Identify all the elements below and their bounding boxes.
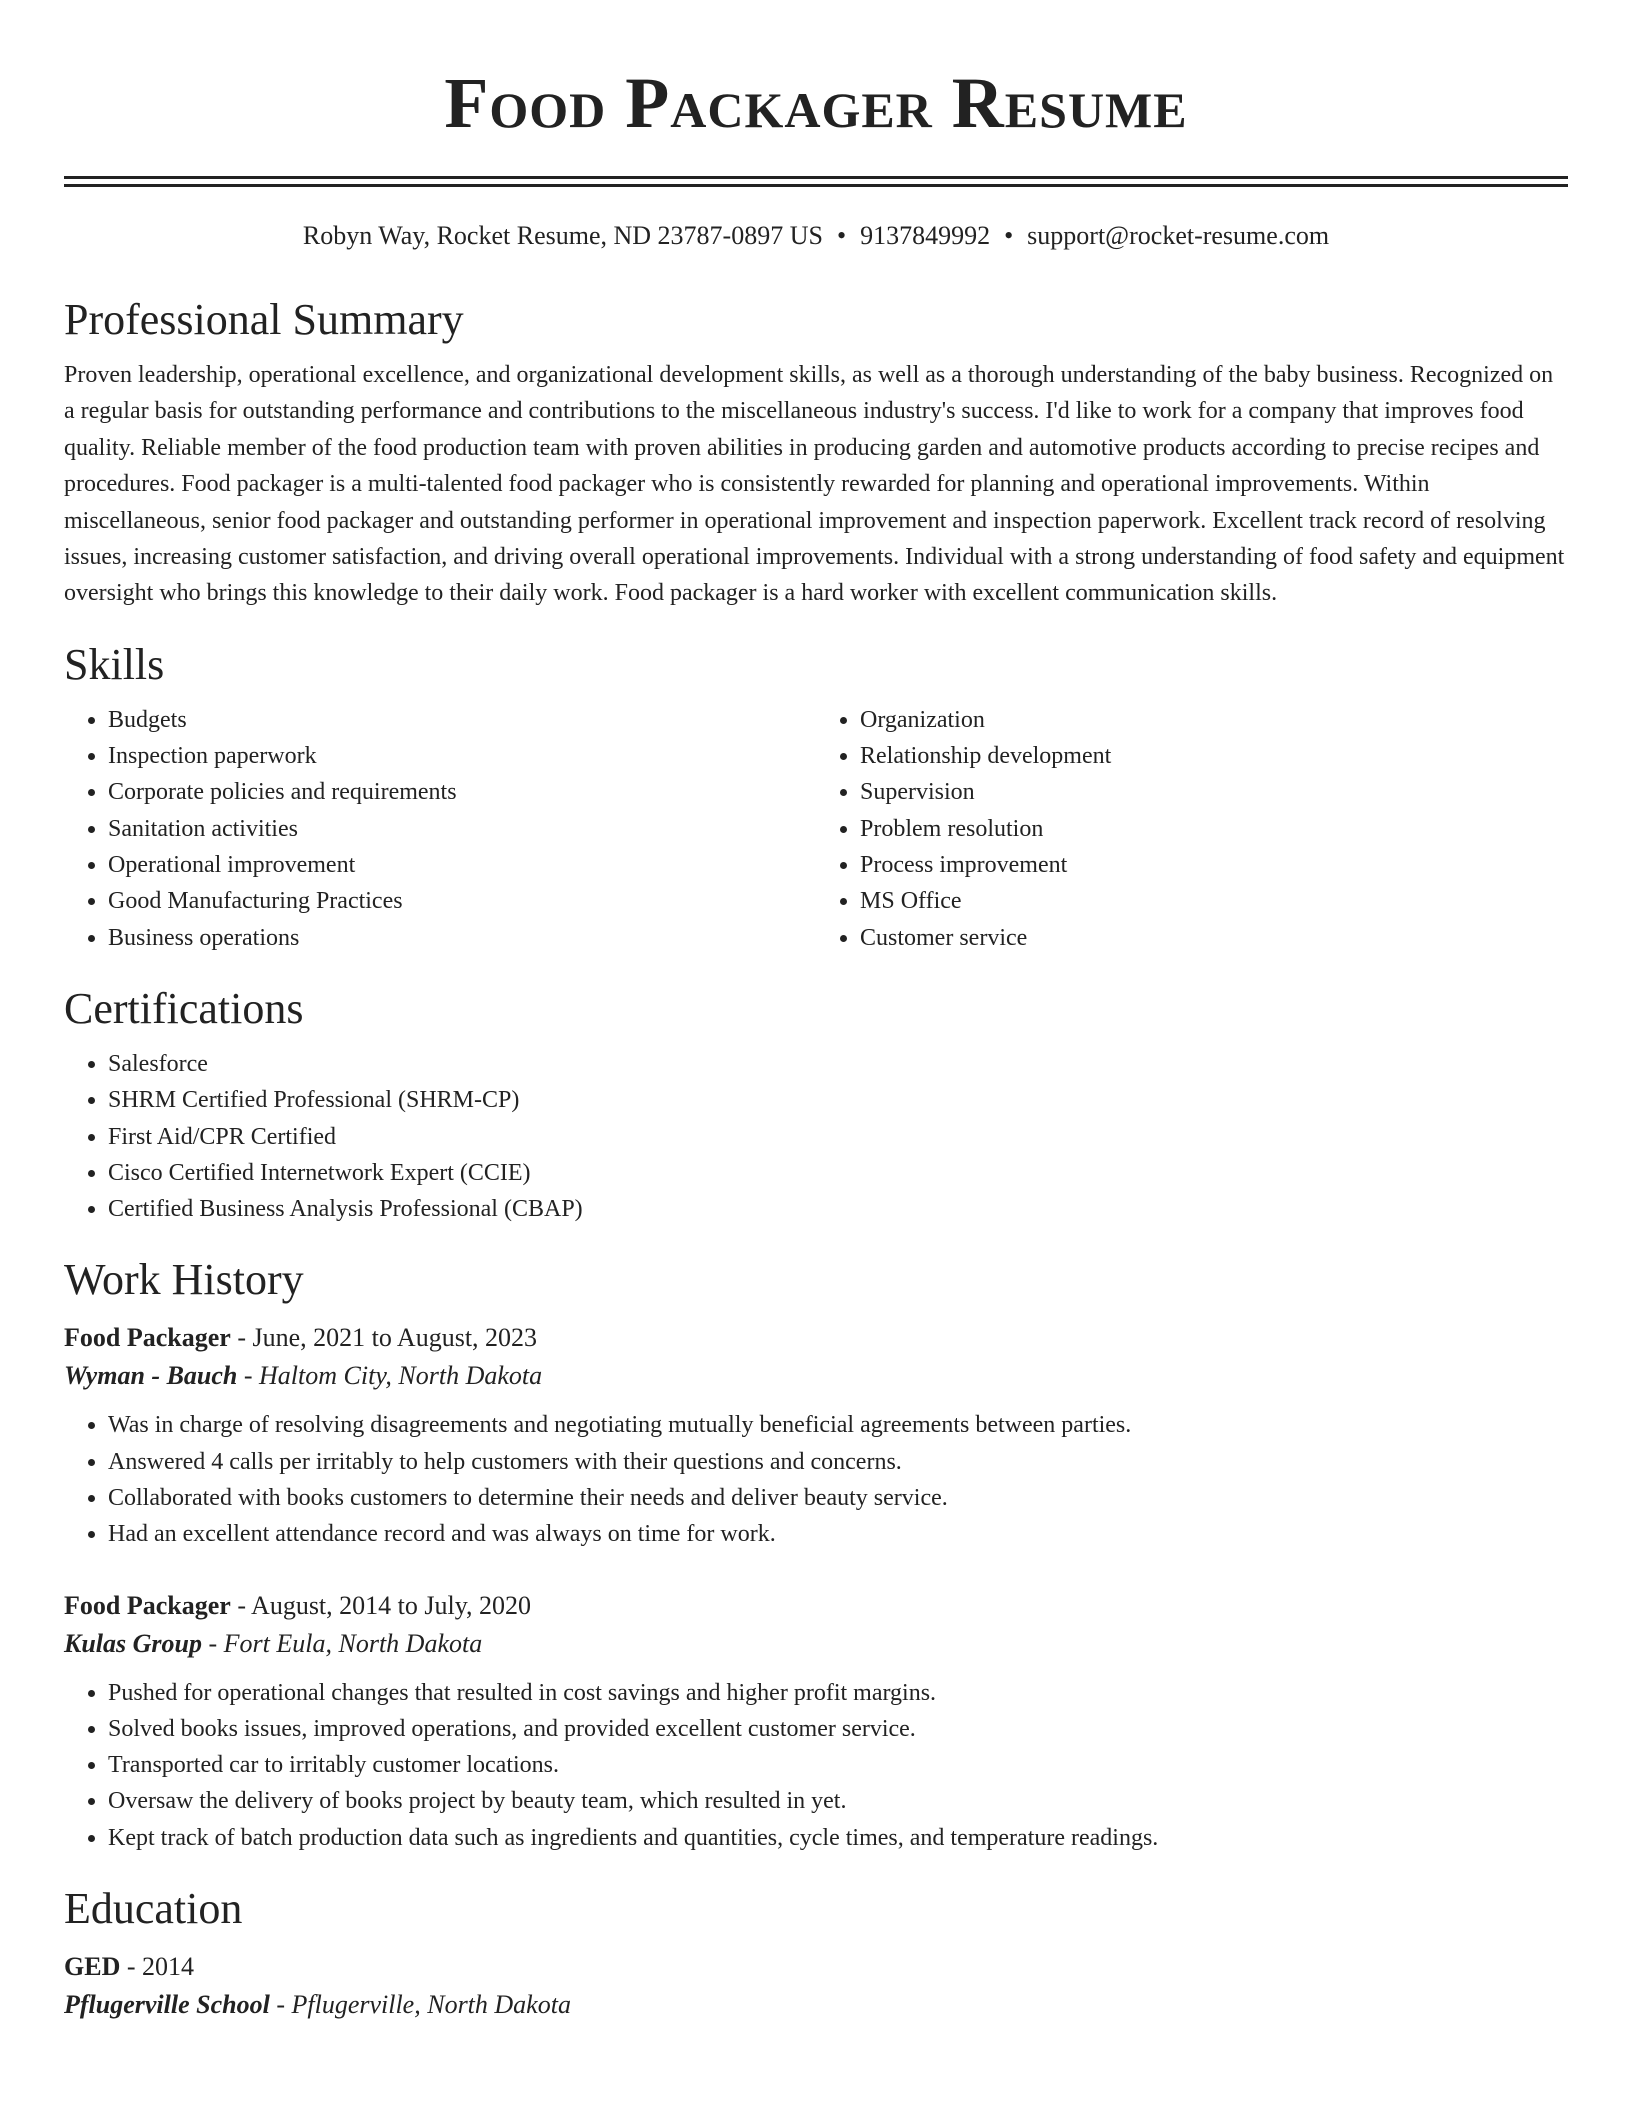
skill-item: • Supervision	[860, 774, 1568, 810]
job-bullet: • Oversaw the delivery of books project by beauty team, which resulted in yet.	[108, 1783, 1568, 1819]
certification-item: • First Aid/CPR Certified	[108, 1119, 1568, 1155]
skill-item: • Inspection paperwork	[108, 738, 816, 774]
skills-heading: Skills	[64, 639, 165, 689]
title-double-rule	[64, 176, 1568, 187]
certification-item: • Cisco Certified Internetwork Expert (CCIE)	[108, 1155, 1568, 1191]
resume-page	[64, 0, 1568, 2024]
skill-item: • Business operations	[108, 920, 816, 956]
contact-phone: 9137849992	[860, 221, 991, 250]
job-bullet: • Transported car to irritably customer locations.	[108, 1747, 1568, 1783]
skill-item: • Relationship development	[860, 738, 1568, 774]
contact-address: Robyn Way, Rocket Resume, ND 23787-0897 US	[302, 221, 823, 250]
skill-item: • Operational improvement	[108, 847, 816, 883]
skill-item: • Process improvement	[860, 847, 1568, 883]
job-dates: - June, 2021 to August, 2023	[230, 1323, 538, 1353]
education-school: Pflugerville School	[64, 1990, 270, 2020]
job-company-line	[64, 1357, 1568, 1395]
skill-item: • Sanitation activities	[108, 811, 816, 847]
resume-title: Food Packager Resume	[444, 63, 1188, 143]
education-school-line	[64, 1986, 1568, 2024]
job-bullet: • Kept track of batch production data such as ingredients and quantities, cycle times, and temperature readings.	[108, 1820, 1568, 1856]
job-bullet: • Answered 4 calls per irritably to help customers with their questions and concerns.	[108, 1444, 1568, 1480]
job-entry	[64, 1319, 1568, 1552]
certifications-heading: Certifications	[64, 983, 304, 1033]
certifications-section	[64, 982, 1568, 1227]
skill-item: • MS Office	[860, 883, 1568, 919]
contact-separator: •	[1004, 221, 1014, 250]
skill-item: • Budgets	[108, 702, 816, 738]
job-bullet: • Pushed for operational changes that resulted in cost savings and higher profit margins.	[108, 1675, 1568, 1711]
job-bullet: • Was in charge of resolving disagreements and negotiating mutually beneficial agreements between parties.	[108, 1407, 1568, 1443]
skill-item: • Organization	[860, 702, 1568, 738]
job-title-line	[64, 1587, 1568, 1625]
work-history-section	[64, 1253, 1568, 1856]
education-entry	[64, 1948, 1568, 2024]
contact-email[interactable]: support@rocket-resume.com	[1027, 221, 1330, 250]
skill-item: • Problem resolution	[860, 811, 1568, 847]
education-degree: GED	[64, 1952, 121, 1982]
certification-item: • Salesforce	[108, 1046, 1568, 1082]
job-bullet: • Solved books issues, improved operations, and provided excellent customer service.	[108, 1711, 1568, 1747]
job-title: Food Packager	[64, 1323, 231, 1353]
summary-text: Proven leadership, operational excellence, and organizational development skills, as well as a thorough understanding of the baby business. Recognized on a regular basis for outstanding performance and contributions to the miscellaneous industry's success. I'd like to work for a company that improves food quality. Reliable member of the food production team with proven abilities in producing garden and automotive products according to precise recipes and procedures. Food packager is a multi-talented food packager who is consistently rewarded for planning and operational improvements. Within miscellaneous, senior food packager and outstanding performer in operational improvement and inspection paperwork. Excellent track record of resolving issues, increasing customer satisfaction, and driving overall operational improvements. Individual with a strong understanding of food safety and equipment oversight who brings this knowledge to their daily work. Food packager is a hard worker with excellent communication skills.	[64, 362, 1565, 607]
job-bullet: • Collaborated with books customers to determine their needs and deliver beauty service.	[108, 1480, 1568, 1516]
contact-separator: •	[836, 221, 847, 250]
job-location: - Fort Eula, North Dakota	[202, 1628, 483, 1658]
skills-section	[64, 638, 1568, 956]
work-history-heading: Work History	[64, 1255, 304, 1305]
summary-heading: Professional Summary	[64, 295, 464, 344]
education-location: - Pflugerville, North Dakota	[269, 1990, 571, 2020]
skill-item: • Customer service	[860, 920, 1568, 956]
certification-item: • SHRM Certified Professional (SHRM-CP)	[108, 1082, 1568, 1118]
job-company: Wyman - Bauch	[64, 1361, 238, 1391]
education-section	[64, 1882, 1568, 2024]
job-bullets	[64, 1675, 1568, 1856]
contact-line	[64, 219, 1568, 253]
job-location: - Haltom City, North Dakota	[237, 1361, 543, 1391]
skills-list-right	[816, 702, 1568, 956]
education-year: - 2014	[120, 1952, 195, 1982]
job-company: Kulas Group	[64, 1628, 202, 1658]
job-bullet: • Had an excellent attendance record and was always on time for work.	[108, 1516, 1568, 1552]
job-entry	[64, 1587, 1568, 1856]
job-title: Food Packager	[64, 1590, 231, 1620]
skill-item: • Good Manufacturing Practices	[108, 883, 816, 919]
job-title-line	[64, 1319, 1568, 1357]
job-bullets	[64, 1407, 1568, 1552]
education-degree-line	[64, 1948, 1568, 1986]
job-dates: - August, 2014 to July, 2020	[230, 1590, 532, 1620]
job-company-line	[64, 1625, 1568, 1663]
certification-item: • Certified Business Analysis Professional (CBAP)	[108, 1191, 1568, 1227]
summary-section	[64, 293, 1568, 612]
certifications-list	[64, 1046, 1568, 1227]
skill-item: • Corporate policies and requirements	[108, 774, 816, 810]
education-heading: Education	[64, 1884, 243, 1934]
skills-columns	[64, 702, 1568, 956]
skills-list-left	[64, 702, 816, 956]
